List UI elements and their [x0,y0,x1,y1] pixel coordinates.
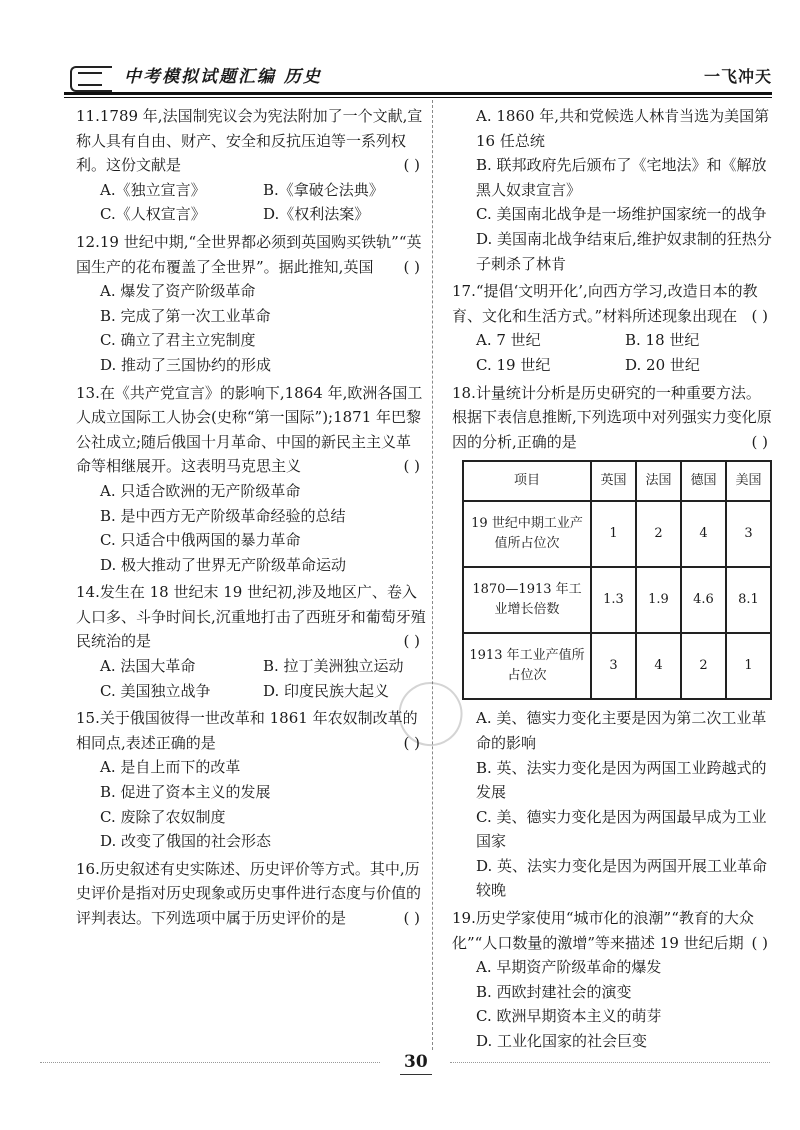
option-b: B. 西欧封建社会的演变 [476,982,632,1001]
option-row [76,178,426,203]
option-b: B. 联邦政府先后颁布了《宅地法》和《解放黑人奴隶宣言》 [476,156,767,199]
answer-paren: ( ) [403,733,420,752]
table-cell: 2 [636,501,681,567]
option-a: A. 美、德实力变化主要是因为第二次工业革命的影响 [476,709,767,752]
answer-paren: ( ) [403,457,420,476]
table-header: 法国 [636,461,681,501]
option-d: D.《权利法案》 [263,205,370,224]
table-cell: 4.6 [681,567,726,633]
option-d: D. 英、法实力变化是因为两国开展工业革命较晚 [476,856,768,900]
question-stem: 16.历史叙述有史实陈述、历史评价等方式。其中,历史评价是指对历史现象或历史事件进行态度与价值的评判表达。下列选项中属于历史评价的是 ( ) [76,857,426,931]
table-header: 美国 [726,461,771,501]
option-c: C. 只适合中俄两国的暴力革命 [100,531,301,550]
question-11 [76,104,426,227]
table-row [463,567,771,633]
right-column [452,104,774,1057]
table-header: 项目 [463,461,591,501]
option-d: D. 工业化国家的社会巨变 [476,1032,648,1051]
option-d: D. 极大推动了世界无产阶级革命运动 [100,555,347,574]
book-icon [70,66,112,92]
question-16-options [452,104,774,276]
option-b: B. 是中西方无产阶级革命经验的总结 [100,506,346,525]
table-header-row [463,461,771,501]
option-d: D. 美国南北战争结束后,维护奴隶制的狂热分子刺杀了林肯 [476,229,772,273]
question-stem: 19.历史学家使用“城市化的浪潮”“教育的大众化”“人口数量的激增”等来描述 19 世纪后期 ( ) [452,906,774,955]
question-16 [76,857,426,931]
answer-paren: ( ) [403,909,420,927]
table-cell: 4 [681,501,726,567]
option-b: B. 拉丁美洲独立运动 [263,657,404,676]
table-cell: 1.9 [636,567,681,633]
table-row [463,501,771,567]
option-b: B. 完成了第一次工业革命 [100,306,271,325]
option-a: A. 法国大革命 [100,657,196,676]
table-cell: 4 [636,633,681,699]
option-c: C. 美、德实力变化是因为两国最早成为工业国家 [476,807,767,851]
table-cell: 1 [591,501,636,567]
footer-rule-left [40,1062,380,1064]
option-a: A. 爆发了资产阶级革命 [100,282,256,301]
option-b: B.《拿破仑法典》 [263,180,384,199]
table-cell: 19 世纪中期工业产值所占位次 [463,501,591,567]
header-rule [64,92,772,95]
question-13 [76,381,426,578]
option-c: C.《人权宣言》 [100,205,206,224]
table-cell: 8.1 [726,567,771,633]
question-stem: 14.发生在 18 世纪末 19 世纪初,涉及地区广、卷入人口多、斗争时间长,沉重地打击了西班牙和葡萄牙殖民统治的是 ( ) [76,580,426,654]
option-b: B. 18 世纪 [625,331,700,350]
option-a: A. 早期资产阶级革命的爆发 [476,958,662,977]
question-stem: 13.在《共产党宣言》的影响下,1864 年,欧洲各国工人成立国际工人协会(史称“第一国际”);1871 年巴黎公社成立;随后俄国十月革命、中国的新民主主义革命等相继展开。这表明马克思主义 ( ) [76,381,426,479]
option-row [76,654,426,679]
answer-paren: ( ) [751,306,768,325]
option-a: A. 7 世纪 [476,331,541,350]
question-stem: 11.1789 年,法国制宪议会为宪法附加了一个文献,宣称人具有自由、财产、安全和反抗压迫等一系列权利。这份文献是 ( ) [76,104,426,178]
option-c: C. 美国南北战争是一场维护国家统一的战争 [476,205,767,224]
option-c: C. 确立了君主立宪制度 [100,331,256,350]
option-d: D. 印度民族大起义 [263,681,390,700]
question-12 [76,230,426,378]
footer-rule-right [450,1062,770,1064]
question-19 [452,906,774,1054]
option-c: C. 美国独立战争 [100,681,211,700]
table-cell: 1913 年工业产值所占位次 [463,633,591,699]
question-14 [76,580,426,703]
question-17 [452,279,774,377]
option-a: A.《独立宣言》 [100,180,206,199]
question-stem: 17.“提倡‘文明开化’,向西方学习,改造日本的教育、文化和生活方式。”材料所述现象出现在 ( ) [452,279,774,328]
answer-paren: ( ) [403,257,420,276]
answer-paren: ( ) [751,432,768,451]
option-c: C. 欧洲早期资本主义的萌芽 [476,1007,662,1026]
table-cell: 1 [726,633,771,699]
header-title: 中考模拟试题汇编 历史 [124,67,322,87]
option-d: D. 改变了俄国的社会形态 [100,832,272,851]
table-cell: 1870—1913 年工业增长倍数 [463,567,591,633]
option-a: A. 是自上而下的改革 [100,758,241,777]
table-cell: 2 [681,633,726,699]
option-row [452,353,774,378]
header-rule-thin [64,97,772,98]
page-header [64,56,772,96]
option-b: B. 促进了资本主义的发展 [100,783,271,802]
option-row [76,202,426,227]
answer-paren: ( ) [403,632,420,651]
option-c: C. 废除了农奴制度 [100,807,226,826]
header-slogan: 一飞冲天 [703,67,772,86]
page-number: 30 [404,1052,428,1072]
option-c: C. 19 世纪 [476,355,551,374]
left-column [76,104,426,934]
answer-paren: ( ) [403,156,420,175]
option-row [452,328,774,353]
option-a: A. 只适合欧洲的无产阶级革命 [100,481,301,500]
question-stem: 12.19 世纪中期,“全世界都必须到英国购买铁轨”“英国生产的花布覆盖了全世界”。据此推知,英国 ( ) [76,230,426,279]
table-header: 德国 [681,461,726,501]
option-d: D. 推动了三国协约的形成 [100,355,272,374]
option-d: D. 20 世纪 [625,355,700,374]
table-cell: 1.3 [591,567,636,633]
statistics-table [462,460,772,700]
option-row [76,679,426,704]
table-cell: 3 [726,501,771,567]
answer-paren: ( ) [751,933,768,952]
option-a: A. 1860 年,共和党候选人林肯当选为美国第 16 任总统 [476,107,770,150]
column-divider [432,100,433,1050]
question-18 [452,381,774,904]
question-stem: 18.计量统计分析是历史研究的一种重要方法。根据下表信息推断,下列选项中对列强实力变化原因的分析,正确的是 ( ) [452,381,774,455]
question-stem: 15.关于俄国彼得一世改革和 1861 年农奴制改革的相同点,表述正确的是 ( ) [76,706,426,755]
table-cell: 3 [591,633,636,699]
table-header: 英国 [591,461,636,501]
option-b: B. 英、法实力变化是因为两国工业跨越式的发展 [476,758,767,802]
